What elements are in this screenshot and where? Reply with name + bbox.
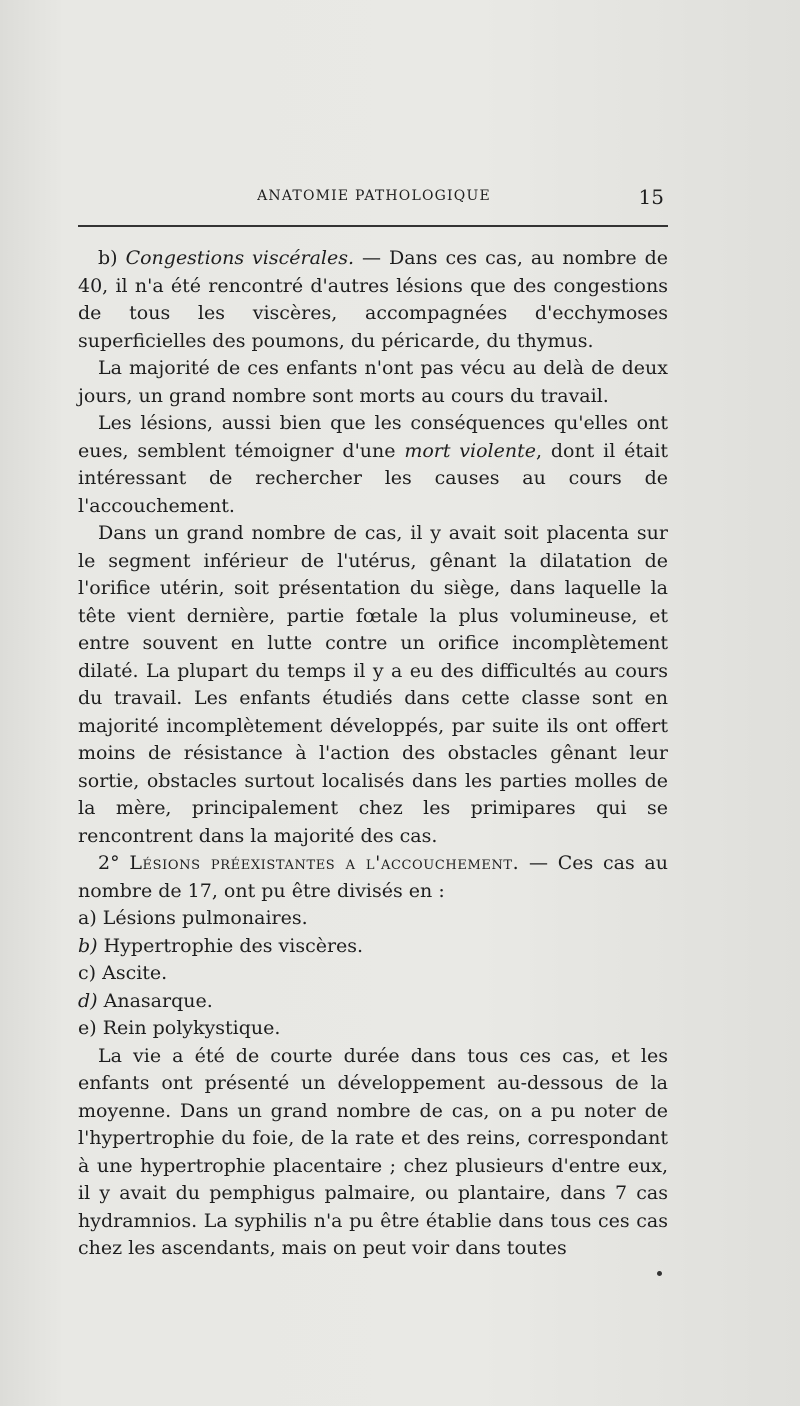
- list-letter: b): [78, 934, 98, 957]
- list-text: Rein polykystique.: [96, 1017, 281, 1039]
- paragraph-final: La vie a été de courte durée dans tous ces cas, et les enfants ont présenté un développement au-dessous de la moyenne. Dans un grand nombre de cas, on a pu noter de l'hypertrophie du foie, de la rate et des reins, correspondant à une hypertrophie placentaire ; chez plusieurs d'entre eux, il y avait du pemphigus palmaire, ou plantaire, dans 7 cas hydramnios. La syphilis n'a pu être établie dans tous ces cas chez les ascendants, mais on peut voir dans toutes: [78, 1044, 668, 1259]
- paragraph-section-2: [78, 850, 668, 905]
- section-2-heading: Lésions préexistantes a l'accouchement.: [129, 852, 520, 874]
- paragraph-congestions: [78, 245, 668, 355]
- ink-speck: [657, 1271, 662, 1276]
- lesion-list: [78, 905, 668, 1043]
- list-letter: a): [78, 907, 97, 929]
- running-title: ANATOMIE PATHOLOGIQUE: [257, 188, 491, 204]
- section-2-number: 2°: [98, 852, 120, 874]
- lesions-text-after: , dont il était intéressant de rechercher les causes au cours de l'accouchement.: [78, 439, 668, 517]
- list-text: Anasarque.: [97, 989, 213, 1012]
- page-number: 15: [638, 185, 664, 209]
- list-text: Hypertrophie des viscères.: [97, 934, 364, 957]
- section-b-text: — Dans ces cas, au nombre de 40, il n'a été rencontré d'autres lésions que des congestions de tous les viscères, accompagnées d'ecchymoses superficielles des poumons, du péricarde, du thymus.: [78, 247, 669, 352]
- lesions-emphasis: mort violente: [404, 439, 536, 462]
- section-b-label: b): [98, 247, 118, 269]
- lesions-text-before: Les lésions, aussi bien que les conséquences qu'elles ont eues, semblent témoigner d'une: [78, 412, 668, 462]
- list-text: Lésions pulmonaires.: [96, 907, 308, 929]
- page-body: [78, 245, 668, 1263]
- list-letter: d): [78, 989, 98, 1012]
- paragraph-majorite: La majorité de ces enfants n'ont pas vécu au delà de deux jours, un grand nombre sont morts au cours du travail.: [78, 357, 668, 407]
- section-b-heading: Congestions viscérales.: [125, 247, 355, 269]
- list-text: Ascite.: [96, 962, 168, 984]
- list-letter: e): [78, 1017, 97, 1039]
- page-header: [78, 185, 670, 214]
- list-item: [78, 933, 668, 961]
- section-2-text: — Ces cas au nombre de 17, ont pu être divisés en :: [78, 852, 668, 902]
- header-rule: [78, 225, 668, 227]
- list-item: [78, 988, 668, 1016]
- list-item: [78, 960, 668, 988]
- paragraph-lesions: [78, 410, 668, 520]
- list-item: [78, 905, 668, 933]
- paragraph-placenta: Dans un grand nombre de cas, il y avait soit placenta sur le segment inférieur de l'utérus, gênant la dilatation de l'orifice utérin, soit présentation du siège, dans laquelle la tête vient dernière, partie fœtale la plus volumineuse, et entre souvent en lutte contre un orifice incomplètement dilaté. La plupart du temps il y a eu des difficultés au cours du travail. Les enfants étudiés dans cette classe sont en majorité incomplètement développés, par suite ils ont offert moins de résistance à l'action des obstacles gênant leur sortie, obstacles surtout localisés dans les parties molles de la mère, principalement chez les primipares qui se rencontrent dans la majorité des cas.: [78, 522, 668, 847]
- list-item: [78, 1015, 668, 1043]
- list-letter: c): [78, 962, 97, 984]
